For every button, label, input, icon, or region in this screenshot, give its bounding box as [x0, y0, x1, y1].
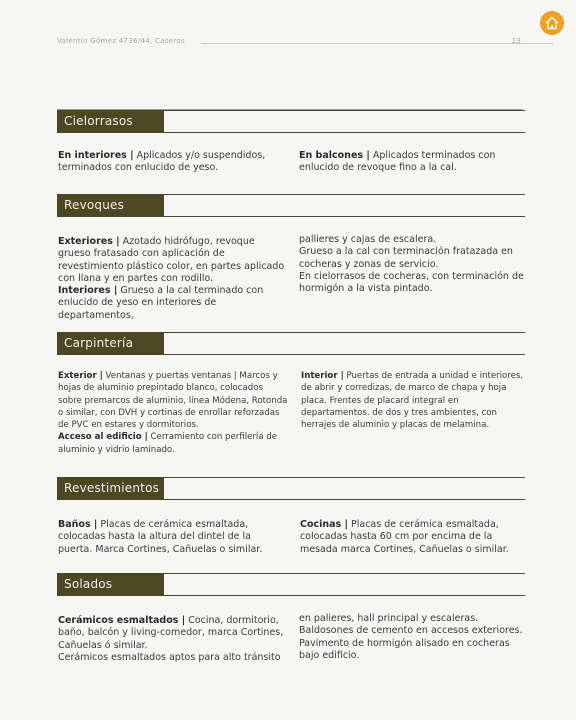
left-column: [58, 519, 283, 556]
term: Cerámicos esmaltados |: [58, 615, 186, 626]
right-column: [299, 150, 514, 175]
right-column: [299, 613, 527, 662]
home-button[interactable]: [540, 11, 564, 35]
section-header: [57, 477, 525, 500]
section-header: [57, 194, 525, 217]
text: Cerramiento con perfilería de aluminio y vidrio laminado.: [58, 432, 278, 455]
header-divider: [201, 43, 553, 44]
left-column: [58, 615, 288, 664]
term: Acceso al edificio |: [58, 432, 148, 443]
left-column: [58, 236, 290, 322]
term: Exteriores |: [58, 236, 120, 247]
section-line-top: [164, 194, 525, 195]
text: Grueso a la cal terminado con enlucido de yeso en interiores de departamentos,: [58, 285, 264, 321]
text: en palieres, hall principal y escaleras.: [299, 613, 479, 624]
right-column: [299, 234, 524, 295]
text: Placas de cerámica esmaltada, colocadas hasta 60 cm por encima de la mesada marca Cortines, Cañuelas o similar.: [300, 519, 509, 555]
section-carpinteria: [57, 332, 525, 455]
term: Interiores |: [58, 285, 118, 297]
text: Cocina, dormitorio, baño, balcón y living-comedor, marca Cortines, Cañuelas ó similar.: [58, 615, 284, 651]
section-cielorrasos: [57, 110, 525, 174]
section-title: Cielorrasos: [57, 110, 164, 133]
section-line-top: [164, 573, 525, 574]
section-line-bottom: [164, 354, 525, 355]
text: En cielorrasos de cocheras, con terminación de hormigón a la vista pintado.: [299, 270, 524, 295]
section-line-top: [164, 477, 525, 478]
section-line-bottom: [164, 499, 525, 500]
term: Baños |: [58, 519, 98, 530]
right-column: [301, 370, 526, 431]
term: En interiores |: [58, 150, 134, 161]
section-title: Revestimientos: [57, 477, 164, 500]
section-title: Revoques: [57, 194, 164, 217]
section-line-bottom: [164, 595, 525, 596]
term: En balcones |: [299, 150, 370, 161]
text: Ventanas y puertas ventanas | Marcos y hojas de aluminio prepintado blanco, colocados sobre premarcos de aluminio, línea Módena, Rotonda o similar, con DVH y cortinas de enrollar reforzadas de PVC en estares y dormitorios.: [58, 371, 288, 431]
home-icon: [544, 15, 560, 31]
left-column: [58, 370, 288, 456]
right-column: [300, 519, 525, 556]
text: Azotado hidrófugo, revoque grueso fratasado con aplicación de revestimiento plástico color, en partes aplicado con llana y en partes con rodillo.: [58, 236, 285, 284]
page-header: [57, 37, 521, 49]
text: Baldosones de cemento en accesos exteriores.: [299, 625, 523, 637]
term: Interior |: [301, 371, 344, 381]
term: Exterior |: [58, 371, 103, 381]
section-solados: [57, 573, 525, 663]
left-column: [58, 150, 288, 175]
text: pallieres y cajas de escalera.: [299, 234, 437, 245]
text: Cerámicos esmaltados aptos para alto tránsito: [58, 651, 281, 663]
text: Placas de cerámica esmaltada, colocadas hasta la altura del dintel de la puerta. Marca Cortines, Cañuelas o similar.: [58, 519, 263, 555]
section-line-top: [164, 332, 525, 333]
text: Aplicados terminados con enlucido de revoque fino a la cal.: [299, 150, 496, 174]
text: Aplicados y/o suspendidos, terminados con enlucido de yeso.: [58, 150, 266, 174]
term: Cocinas |: [300, 519, 348, 530]
section-header: [57, 573, 525, 596]
section-header: [57, 332, 525, 355]
section-header: [57, 110, 525, 133]
section-revestimientos: [57, 477, 525, 555]
section-title: Solados: [57, 573, 164, 596]
page-number: 13: [511, 37, 521, 45]
section-title: Carpintería: [57, 332, 164, 355]
section-revoques: [57, 194, 525, 321]
section-line-top: [164, 110, 525, 111]
text: Grueso a la cal con terminación fratazada en cocheras y zonas de servicio.: [299, 246, 513, 270]
text: Pavimento de hormigón alisado en cocheras bajo edificio.: [299, 637, 510, 661]
section-line-bottom: [164, 132, 525, 133]
project-address: Valentín Gómez 4736/44, Caseros: [57, 37, 185, 45]
section-line-bottom: [164, 216, 525, 217]
text: Puertas de entrada a unidad e interiores, de abrir y corredizas, de marco de chapa y hoja placa. Frentes de placard integral en departamentos. de dos y tres ambientes, con herrajes de aluminio y placas de melamina.: [301, 371, 524, 431]
